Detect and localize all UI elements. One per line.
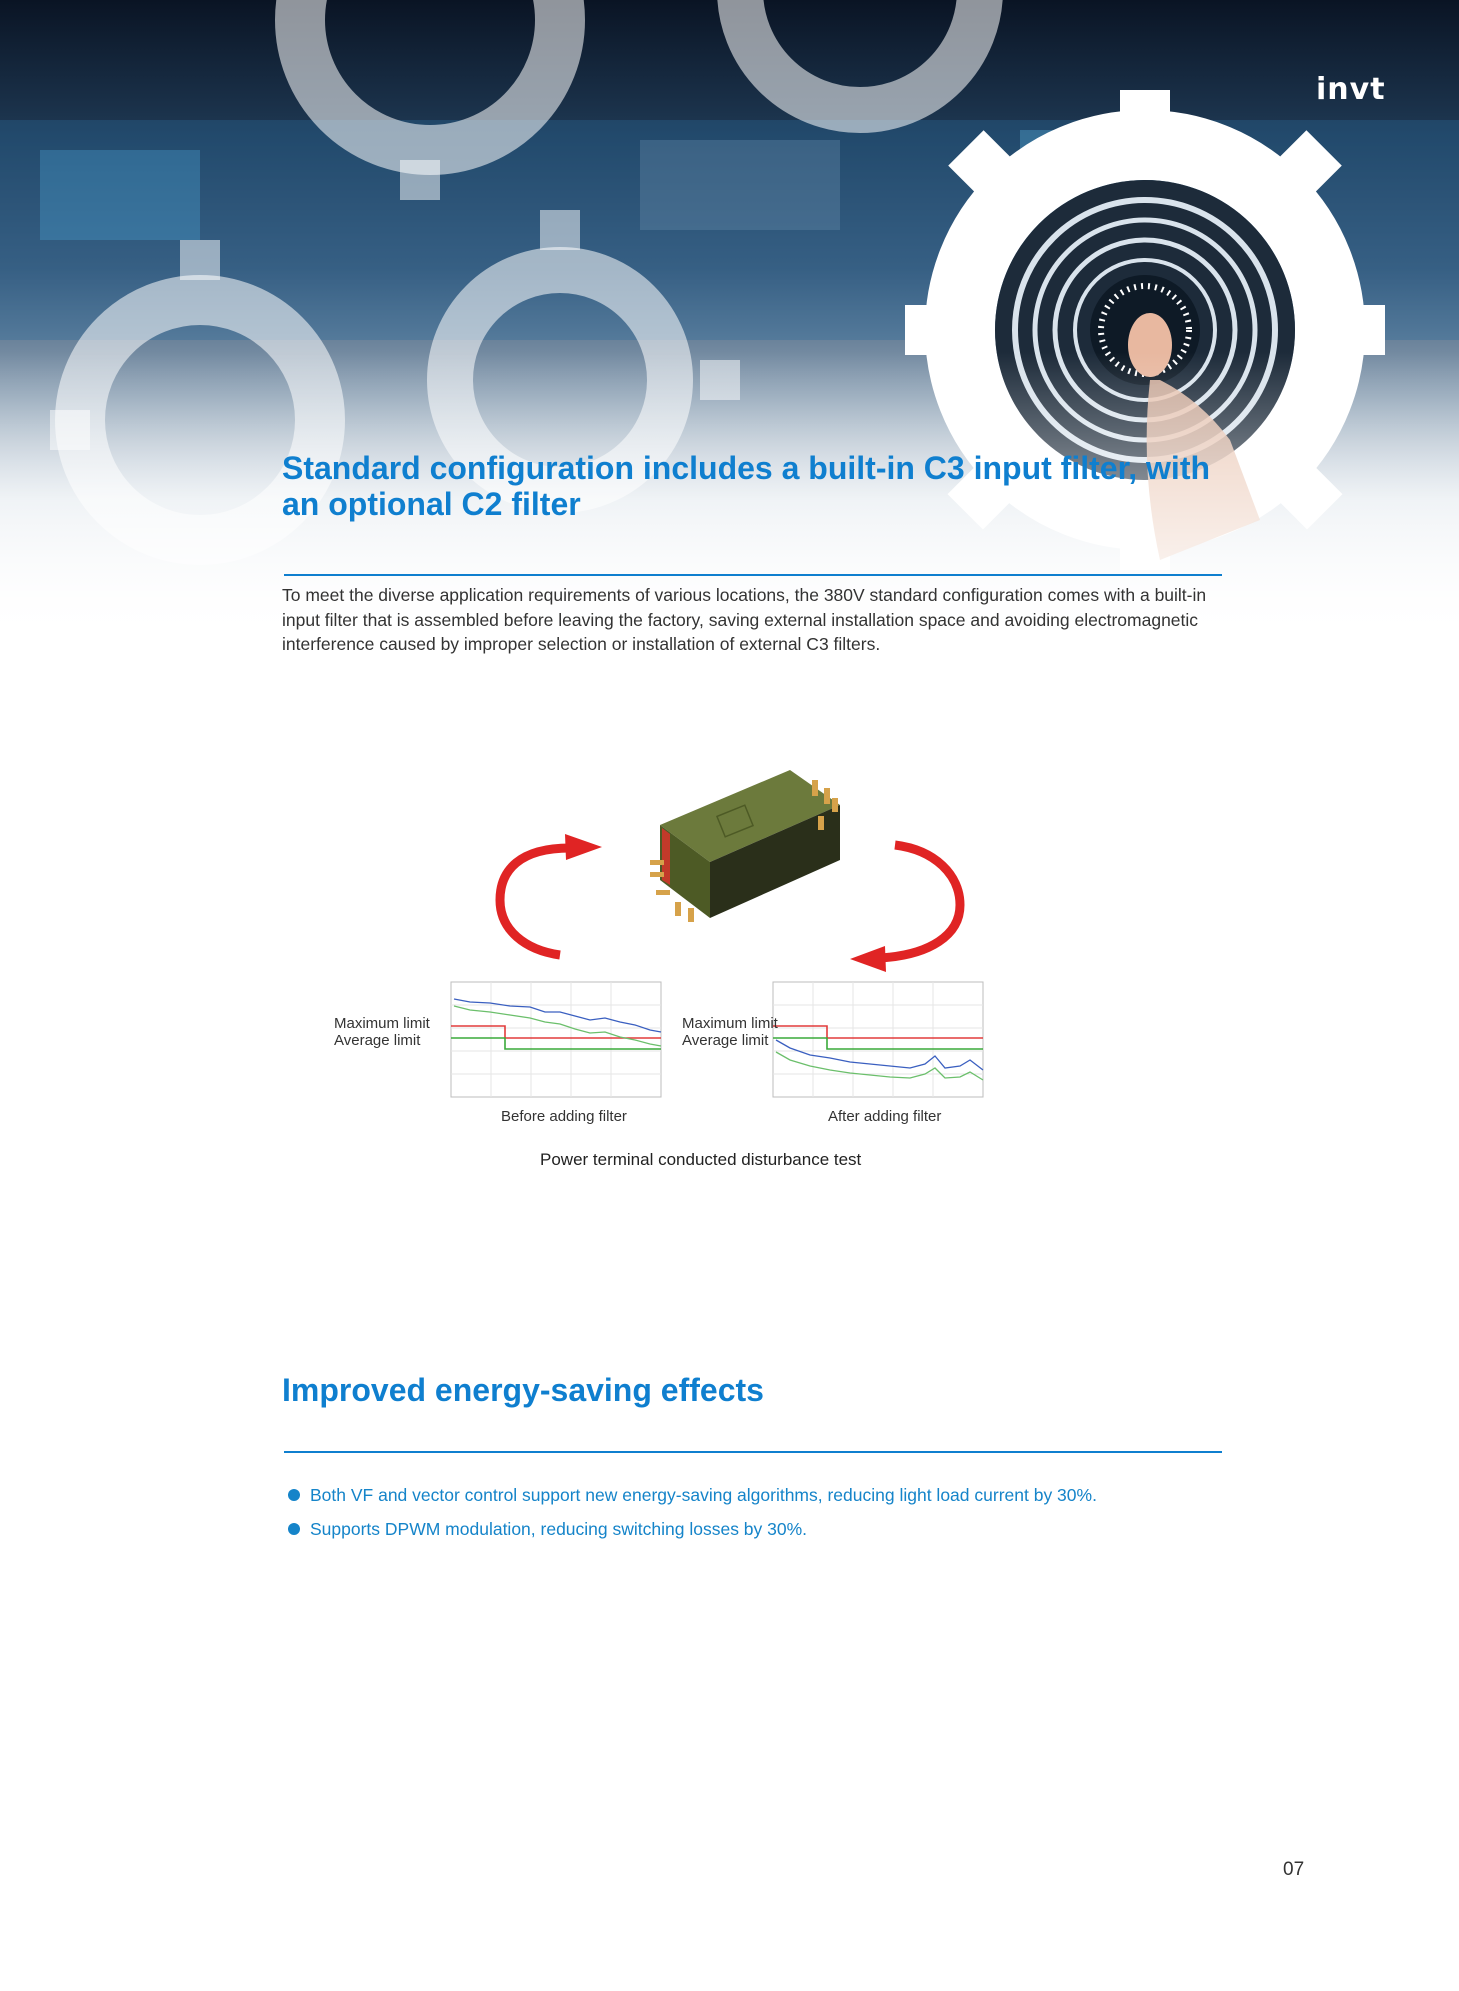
bullet-dot-icon [288, 1523, 300, 1535]
brand-logo: invt [1316, 72, 1386, 107]
left-avg-limit-label: Average limit [334, 1032, 421, 1049]
right-chart-caption: After adding filter [828, 1108, 942, 1125]
section-title-filter [282, 450, 1222, 522]
energy-bullet-list [288, 1478, 1097, 1546]
filter-module-image [650, 770, 840, 922]
section-divider-2 [284, 1451, 1222, 1453]
rotate-arrow-left [500, 848, 570, 955]
bullet-dot-icon [288, 1489, 300, 1501]
right-chart-limit-labels [682, 1015, 778, 1049]
section-divider [284, 574, 1222, 576]
hero-banner [0, 0, 1459, 640]
right-max-limit-label: Maximum limit [682, 1015, 778, 1032]
chart-before-filter [451, 982, 661, 1097]
filter-figure [320, 750, 1040, 1190]
right-avg-limit-label: Average limit [682, 1032, 769, 1049]
left-chart-limit-labels [334, 1015, 430, 1049]
section-title-line-2: an optional C2 filter [282, 486, 581, 522]
rotate-arrow-right [880, 845, 960, 958]
chart-after-filter [773, 982, 983, 1097]
page-number: 07 [1283, 1859, 1305, 1880]
rotate-arrow-right-head [850, 946, 886, 972]
gear-background-graphic [0, 0, 1459, 640]
left-max-limit-label: Maximum limit [334, 1015, 430, 1032]
rotate-arrow-left-head [565, 834, 602, 860]
list-item: Both VF and vector control support new energy-saving algorithms, reducing light load current by 30%. [288, 1478, 1097, 1512]
left-chart-caption: Before adding filter [501, 1108, 627, 1125]
list-item: Supports DPWM modulation, reducing switching losses by 30%. [288, 1512, 1097, 1546]
section-body-text: To meet the diverse application requirements of various locations, the 380V standard configuration comes with a built-in input filter that is assembled before leaving the factory, saving external installation space and avoiding electromagnetic interference caused by improper selection or installation of external C3 filters. [282, 585, 1207, 654]
figure-caption: Power terminal conducted disturbance test [540, 1150, 862, 1169]
section-title-energy: Improved energy-saving effects [282, 1372, 764, 1408]
section-title-line-1: Standard configuration includes a built-in C3 input filter, with [282, 450, 1211, 486]
